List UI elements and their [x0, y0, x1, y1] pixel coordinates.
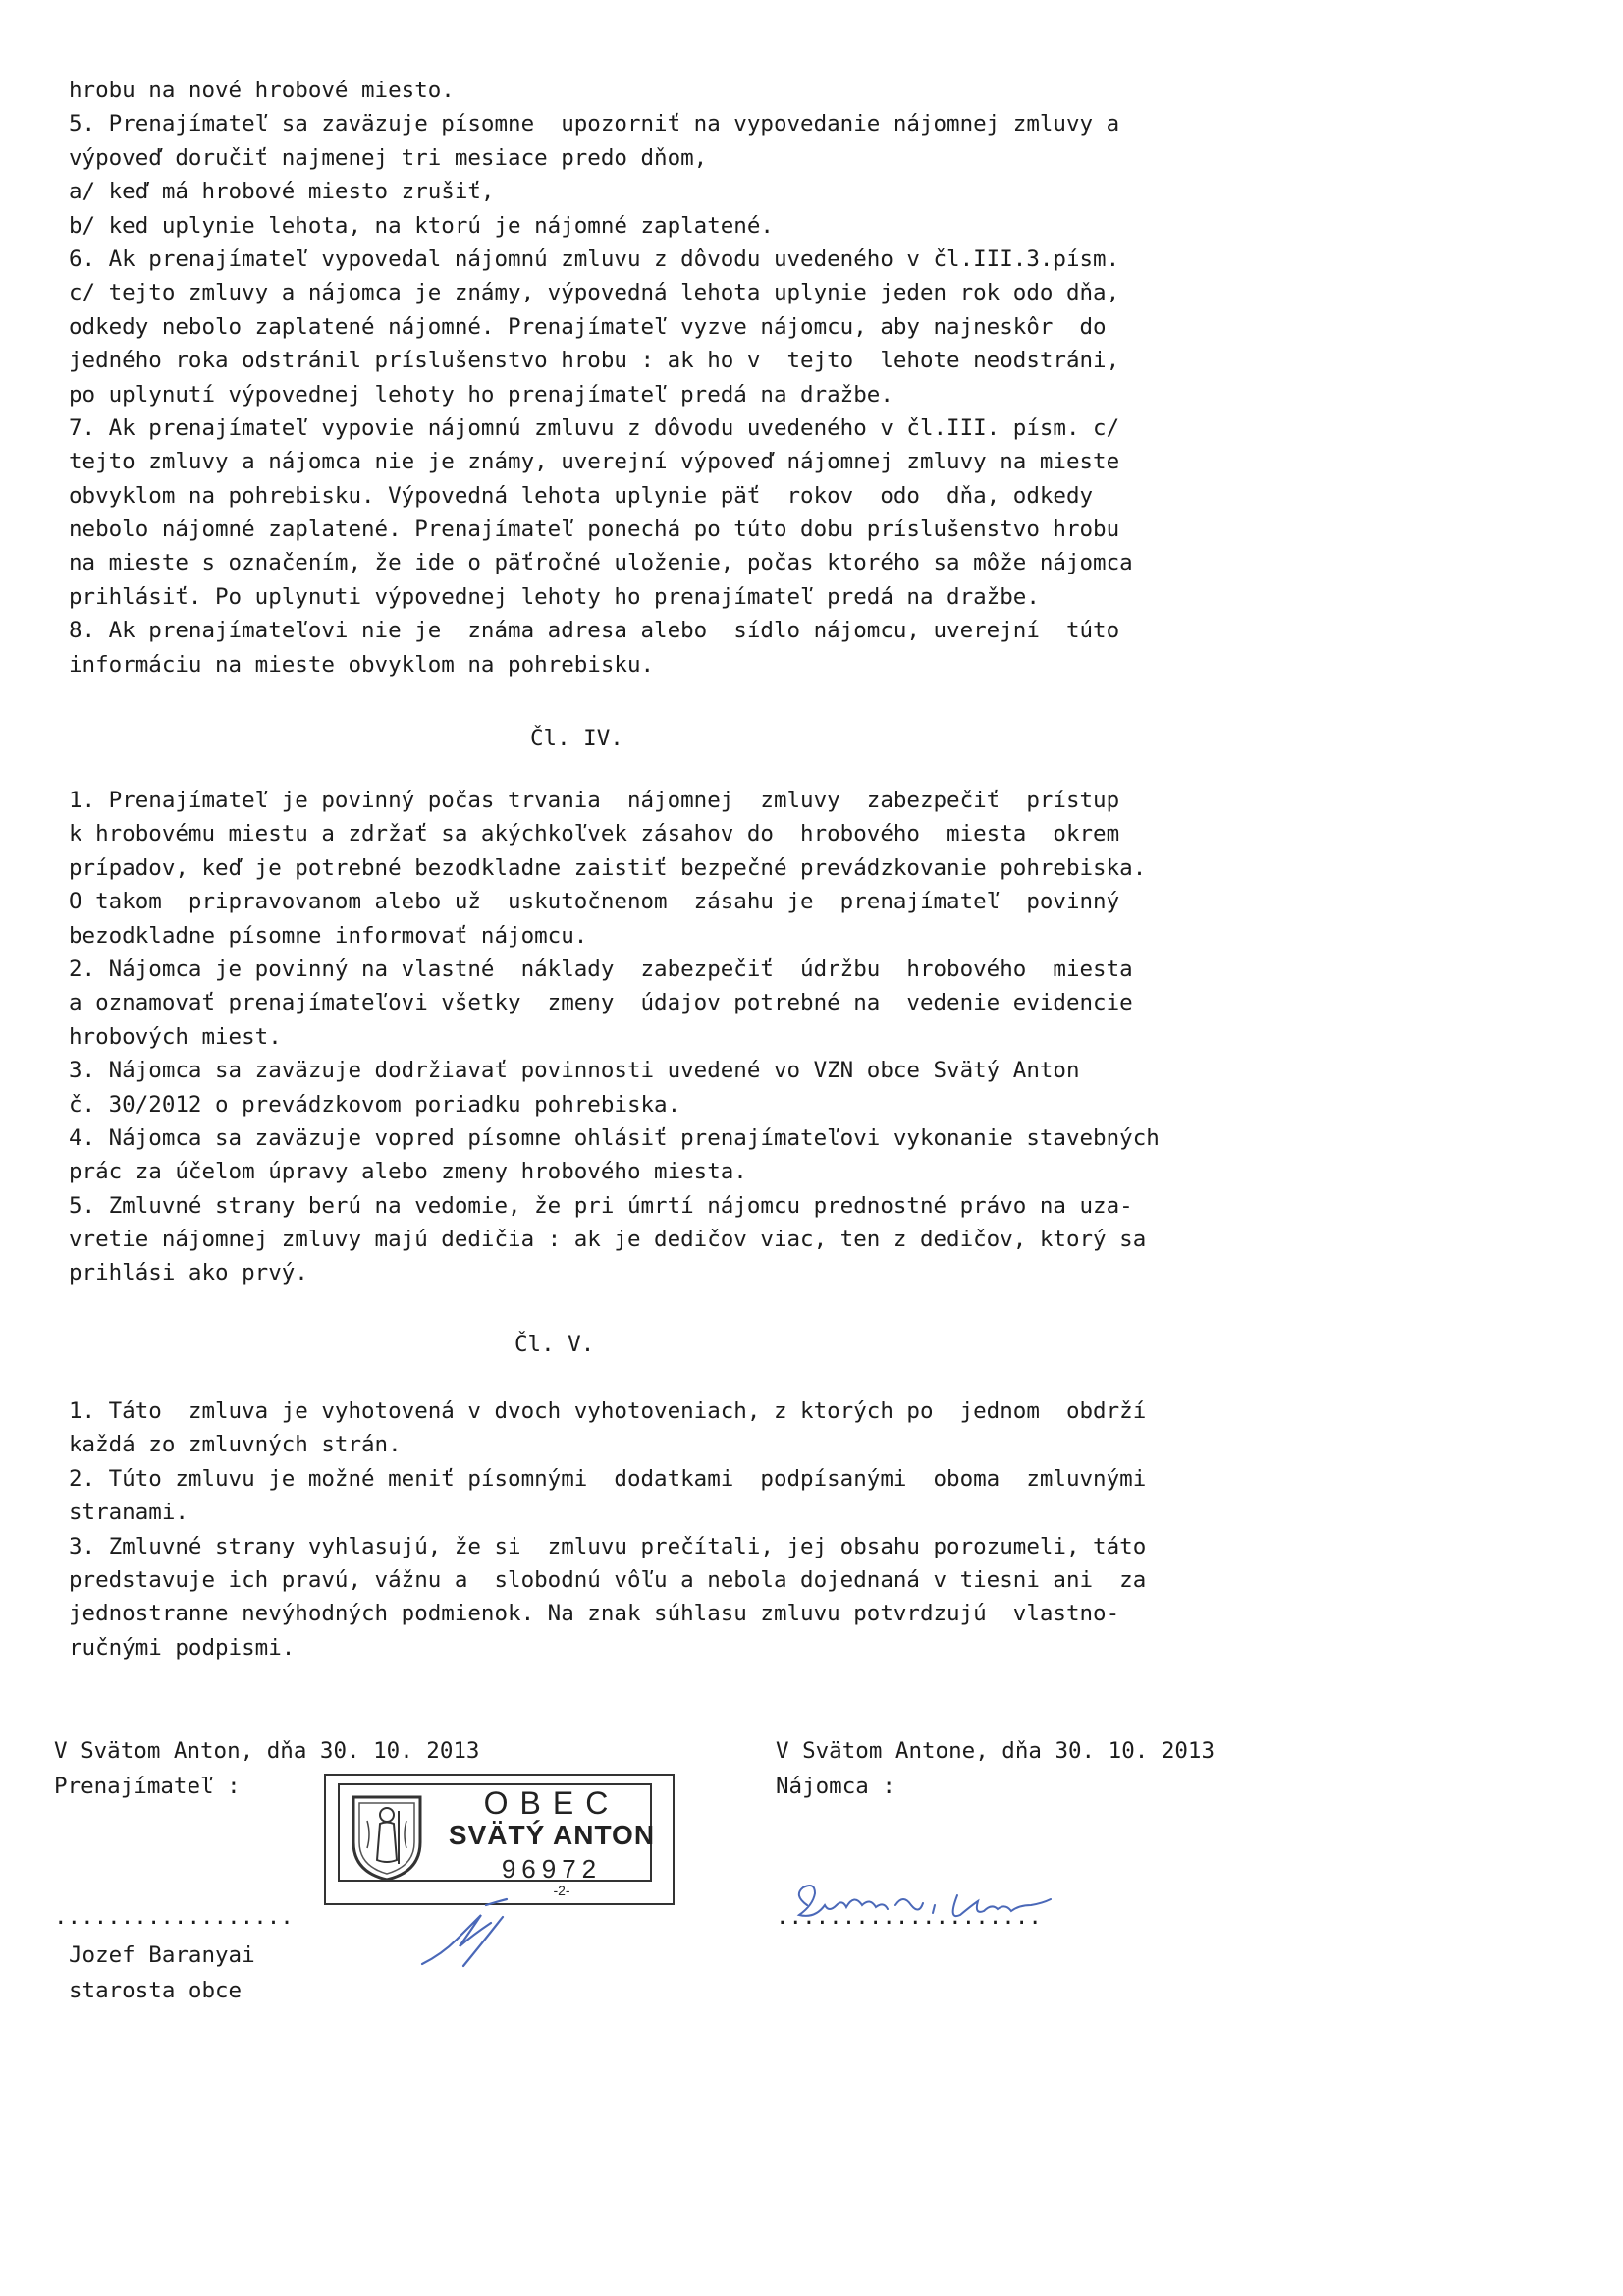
- text-line: a oznamovať prenajímateľovi všetky zmeny údajov potrebné na vedenie evidencie: [69, 990, 1133, 1016]
- text-line: predstavuje ich pravú, vážnu a slobodnú vôľu a nebola dojednaná v tiesni ani za: [69, 1566, 1147, 1593]
- text-line: jednostranne nevýhodných podmienok. Na znak súhlasu zmluvu potvrdzujú vlastno-: [69, 1601, 1120, 1627]
- text-line: stranami.: [69, 1500, 189, 1526]
- coat-of-arms-icon: [348, 1791, 426, 1884]
- text-line: 2. Túto zmluvu je možné meniť písomnými dodatkami podpísanými oboma zmluvnými: [69, 1465, 1147, 1492]
- text-line: 3. Nájomca sa zaväzuje dodržiavať povinnosti uvedené vo VZN obce Svätý Anton: [69, 1058, 1080, 1084]
- text-line: 3. Zmluvné strany vyhlasujú, že si zmluvu prečítali, jej obsahu porozumeli, táto: [69, 1533, 1147, 1559]
- text-line: O takom pripravovanom alebo už uskutočnenom zásahu je prenajímateľ povinný: [69, 889, 1120, 915]
- text-line: bezodkladne písomne informovať nájomcu.: [69, 922, 588, 949]
- article-v-body: [69, 1394, 1424, 1665]
- text-line: prihlási ako prvý.: [69, 1260, 308, 1286]
- text-line: vretie nájomnej zmluvy majú dedičia : ak je dedičov viac, ten z dedičov, ktorý sa: [69, 1227, 1147, 1253]
- article-v-heading: Čl. V.: [514, 1332, 595, 1357]
- landlord-name: Jozef Baranyai: [69, 1942, 255, 1968]
- text-line: 1. Táto zmluva je vyhotovená v dvoch vyhotoveniach, z ktorých po jednom obdrží: [69, 1398, 1147, 1424]
- text-line: ručnými podpismi.: [69, 1634, 296, 1661]
- municipal-stamp: [324, 1774, 675, 1905]
- text-line: prác za účelom úpravy alebo zmeny hrobového miesta.: [69, 1159, 747, 1185]
- text-line: prípadov, keď je potrebné bezodkladne zaistiť bezpečné prevádzkovanie pohrebiska.: [69, 854, 1147, 881]
- text-line: 8. Ak prenajímateľovi nie je známa adresa alebo sídlo nájomcu, uverejní túto: [69, 618, 1120, 644]
- text-line: obvyklom na pohrebisku. Výpovedná lehota uplynie päť rokov odo dňa, odkedy: [69, 482, 1094, 509]
- text-line: 6. Ak prenajímateľ vypovedal nájomnú zmluvu z dôvodu uvedeného v čl.III.3.písm.: [69, 246, 1120, 272]
- text-line: informáciu na mieste obvyklom na pohrebisku.: [69, 651, 655, 678]
- text-line: každá zo zmluvných strán.: [69, 1432, 402, 1458]
- signature-scribble-icon: [785, 1876, 1080, 1935]
- text-line: 1. Prenajímateľ je povinný počas trvania nájomnej zmluvy zabezpečiť prístup: [69, 788, 1120, 813]
- text-line: tejto zmluvy a nájomca nie je známy, uverejní výpoveď nájomnej zmluvy na mieste: [69, 449, 1120, 475]
- article-iv-heading: Čl. IV.: [530, 726, 623, 751]
- tenant-signature-line: ....................: [776, 1904, 1042, 1930]
- article-iii-continued: [69, 74, 1424, 682]
- tenant-place-date: V Svätom Antone, dňa 30. 10. 2013: [776, 1738, 1216, 1764]
- text-line: 4. Nájomca sa zaväzuje vopred písomne ohlásiť prenajímateľovi vykonanie stavebných: [69, 1124, 1160, 1151]
- text-line: po uplynutí výpovednej lehoty ho prenajímateľ predá na dražbe.: [69, 381, 893, 408]
- landlord-place-date: V Svätom Anton, dňa 30. 10. 2013: [54, 1738, 480, 1764]
- landlord-label: Prenajímateľ :: [54, 1774, 241, 1799]
- text-line: jedného roka odstránil príslušenstvo hrobu : ak ho v tejto lehote neodstráni,: [69, 348, 1120, 374]
- text-line: a/ keď má hrobové miesto zrušiť,: [69, 179, 495, 205]
- signature-scribble-icon: [412, 1895, 520, 1974]
- stamp-line-postcode: 96972: [501, 1854, 603, 1884]
- stamp-line-obec: OBEC: [483, 1785, 621, 1821]
- text-line: prihlásiť. Po uplynuti výpovednej lehoty ho prenajímateľ predá na dražbe.: [69, 583, 1040, 610]
- stamp-line-name: SVÄTÝ ANTON: [448, 1820, 656, 1850]
- text-line: k hrobovému miestu a zdržať sa akýchkoľvek zásahov do hrobového miesta okrem: [69, 821, 1120, 847]
- text-line: odkedy nebolo zaplatené nájomné. Prenajímateľ vyzve nájomcu, aby najneskôr do: [69, 313, 1107, 340]
- text-line: nebolo nájomné zaplatené. Prenajímateľ ponechá po túto dobu príslušenstvo hrobu: [69, 517, 1120, 543]
- article-iv-body: [69, 784, 1424, 1290]
- text-line: hrobových miest.: [69, 1023, 282, 1050]
- text-line: 5. Zmluvné strany berú na vedomie, že pri úmrtí nájomcu prednostné právo na uza-: [69, 1192, 1133, 1219]
- text-line: výpoveď doručiť najmenej tri mesiace predo dňom,: [69, 144, 708, 171]
- text-line: č. 30/2012 o prevádzkovom poriadku pohrebiska.: [69, 1091, 681, 1118]
- text-line: na mieste s označením, že ide o päťročné uloženie, počas ktorého sa môže nájomca: [69, 550, 1133, 576]
- text-line: b/ ked uplynie lehota, na ktorú je nájomné zaplatené.: [69, 212, 774, 239]
- text-line: 5. Prenajímateľ sa zaväzuje písomne upozorniť na vypovedanie nájomnej zmluvy a: [69, 111, 1120, 137]
- text-line: 7. Ak prenajímateľ vypovie nájomnú zmluvu z dôvodu uvedeného v čl.III. písm. c/: [69, 414, 1120, 441]
- landlord-title: starosta obce: [69, 1978, 243, 2003]
- landlord-signature-line: ..................: [54, 1904, 294, 1930]
- stamp-line-number: -2-: [553, 1883, 570, 1898]
- text-line: c/ tejto zmluvy a nájomca je známy, výpovedná lehota uplynie jeden rok odo dňa,: [69, 280, 1120, 306]
- text-line: hrobu na nové hrobové miesto.: [69, 78, 455, 103]
- text-line: 2. Nájomca je povinný na vlastné náklady zabezpečiť údržbu hrobového miesta: [69, 956, 1133, 982]
- tenant-label: Nájomca :: [776, 1774, 895, 1799]
